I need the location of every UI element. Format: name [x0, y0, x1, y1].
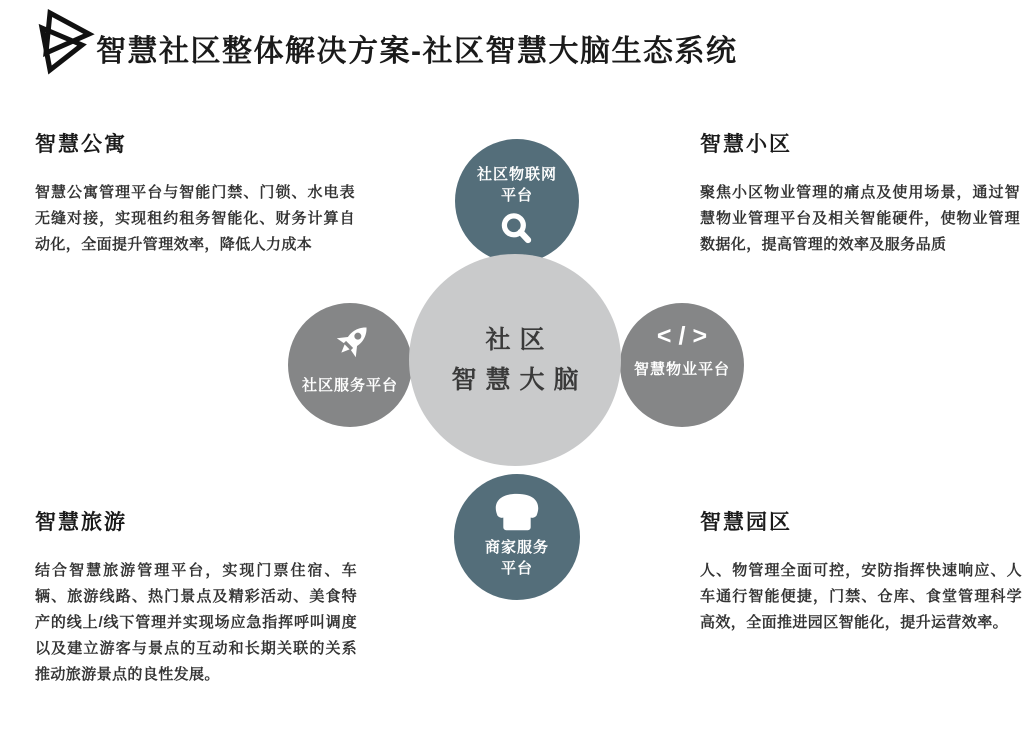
page-title: 智慧社区整体解决方案-社区智慧大脑生态系统 [96, 35, 738, 68]
storefront-icon [488, 485, 546, 535]
platform-label: 社区服务平台 [301, 377, 398, 394]
platform-circle-property [620, 303, 744, 427]
platform-circle-merchant [454, 474, 580, 600]
section-smart-tourism [35, 506, 357, 688]
section-smart-apartment [35, 128, 355, 258]
section-smart-residential [700, 128, 1020, 258]
double-triangle-logo-icon [33, 8, 97, 76]
section-body: 智慧公寓管理平台与智能门禁、门锁、水电表无缝对接，实现租约租务智能化、财务计算自动化，全面提升管理效率，降低人力成本 [35, 184, 355, 253]
section-body: 聚焦小区物业管理的痛点及使用场景，通过智慧物业管理平台及相关智能硬件，使物业管理数据化，提高管理的效率及服务品质 [700, 184, 1020, 253]
rocket-icon [322, 316, 378, 372]
platform-circle-iot [455, 139, 579, 263]
section-body: 人、物管理全面可控，安防指挥快速响应、人车通行智能便捷，门禁、仓库、食堂管理科学高效，全面推进园区智能化，提升运营效率。 [700, 562, 1022, 631]
code-icon: </> [656, 322, 715, 350]
platform-label: 智慧物业平台 [633, 361, 730, 378]
platform-label: 社区物联网 [476, 166, 557, 183]
platform-label: 平台 [500, 187, 533, 204]
center-brain-circle [409, 254, 621, 466]
section-title: 智慧小区 [700, 133, 792, 156]
center-label: 智慧大脑 [451, 366, 588, 394]
magnifier-icon [496, 209, 538, 251]
platform-label: 平台 [500, 560, 533, 577]
platform-circle-service [288, 303, 412, 427]
center-label: 社区 [485, 326, 554, 354]
section-title: 智慧公寓 [35, 133, 127, 156]
section-smart-park [700, 506, 1022, 636]
section-body: 结合智慧旅游管理平台，实现门票住宿、车辆、旅游线路、热门景点及精彩活动、美食特产的线上/线下管理并实现场应急指挥呼叫调度以及建立游客与景点的互动和长期关联的关系推动旅游景点的良性发展。 [35, 562, 357, 683]
section-title: 智慧园区 [700, 511, 792, 534]
section-title: 智慧旅游 [35, 511, 127, 534]
platform-label: 商家服务 [484, 539, 549, 556]
